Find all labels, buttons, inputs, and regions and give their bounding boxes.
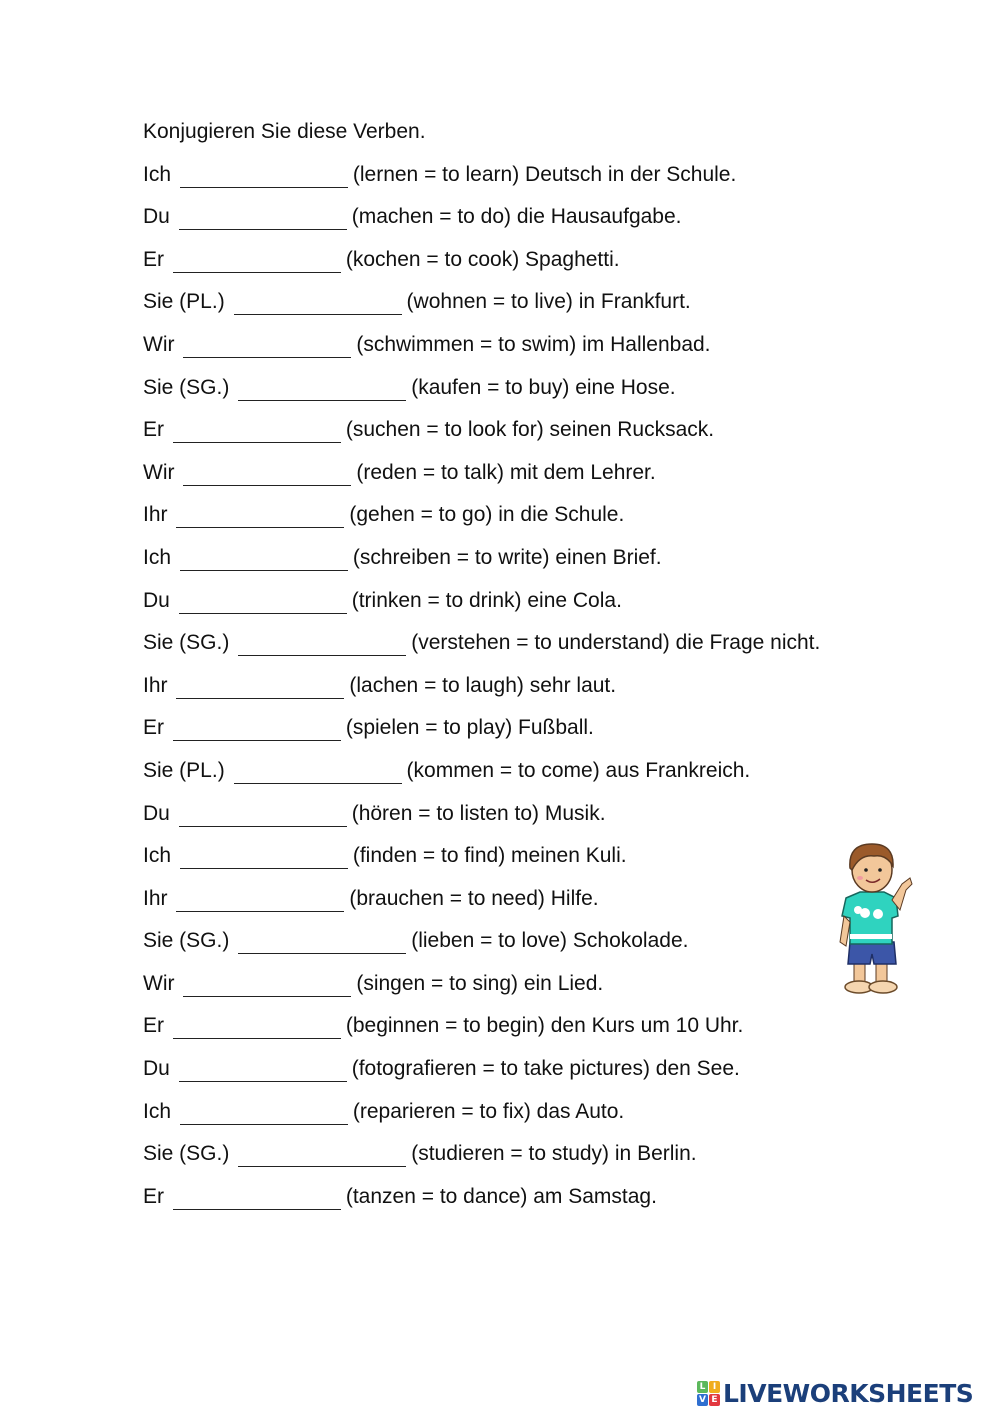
- verb-hint: (machen = to do) die Hausaufgabe.: [351, 205, 682, 229]
- verb-hint: (verstehen = to understand) die Frage nicht.: [411, 631, 821, 655]
- exercise-row: [143, 161, 833, 189]
- subject-pronoun: Du: [143, 801, 170, 825]
- subject-pronoun: Sie (SG.): [143, 375, 230, 399]
- answer-blank-input[interactable]: [173, 422, 341, 443]
- exercise-row: [143, 672, 833, 700]
- verb-hint: (suchen = to look for) seinen Rucksack.: [345, 418, 715, 442]
- logo-block: V: [697, 1394, 708, 1406]
- verb-hint: (schwimmen = to swim) im Hallenbad.: [356, 332, 711, 356]
- answer-blank-input[interactable]: [180, 550, 348, 571]
- subject-pronoun: Ich: [143, 162, 172, 186]
- logo-text: LIVEWORKSHEETS: [723, 1378, 974, 1408]
- exercise-row: [143, 927, 833, 955]
- answer-blank-input[interactable]: [176, 891, 344, 912]
- answer-blank-input[interactable]: [238, 380, 406, 401]
- verb-hint: (studieren = to study) in Berlin.: [411, 1142, 697, 1166]
- exercise-row: [143, 416, 833, 444]
- exercise-row: [143, 501, 833, 529]
- exercise-row: [143, 757, 833, 785]
- answer-blank-input[interactable]: [173, 1018, 341, 1039]
- verb-hint: (kochen = to cook) Spaghetti.: [345, 247, 620, 271]
- answer-blank-input[interactable]: [180, 1104, 348, 1125]
- liveworksheets-logo[interactable]: [697, 1378, 973, 1408]
- answer-blank-input[interactable]: [238, 635, 406, 656]
- answer-blank-input[interactable]: [173, 252, 341, 273]
- answer-blank-input[interactable]: [234, 763, 402, 784]
- exercise-row: [143, 203, 833, 231]
- subject-pronoun: Du: [143, 205, 170, 229]
- verb-hint: (lieben = to love) Schokolade.: [411, 929, 689, 953]
- verb-hint: (wohnen = to live) in Frankfurt.: [406, 290, 691, 314]
- subject-pronoun: Wir: [143, 332, 175, 356]
- subject-pronoun: Ich: [143, 1099, 172, 1123]
- subject-pronoun: Er: [143, 418, 164, 442]
- answer-blank-input[interactable]: [176, 678, 344, 699]
- verb-hint: (schreiben = to write) einen Brief.: [352, 545, 662, 569]
- subject-pronoun: Ich: [143, 844, 172, 868]
- subject-pronoun: Sie (PL.): [143, 758, 225, 782]
- subject-pronoun: Wir: [143, 971, 175, 995]
- verb-hint: (kommen = to come) aus Frankreich.: [406, 758, 751, 782]
- answer-blank-input[interactable]: [238, 1146, 406, 1167]
- verb-hint: (lachen = to laugh) sehr laut.: [349, 673, 617, 697]
- exercise-row: [143, 246, 833, 274]
- subject-pronoun: Sie (PL.): [143, 290, 225, 314]
- answer-blank-input[interactable]: [176, 507, 344, 528]
- boy-cartoon-icon: [830, 838, 914, 1000]
- answer-blank-input[interactable]: [238, 933, 406, 954]
- exercise-row: [143, 331, 833, 359]
- verb-hint: (kaufen = to buy) eine Hose.: [411, 375, 676, 399]
- verb-hint: (fotografieren = to take pictures) den See.: [351, 1057, 740, 1081]
- answer-blank-input[interactable]: [183, 976, 351, 997]
- exercise-row: [143, 459, 833, 487]
- verb-hint: (reden = to talk) mit dem Lehrer.: [356, 460, 656, 484]
- worksheet: [143, 118, 833, 1225]
- logo-block: L: [697, 1381, 708, 1393]
- exercise-row: [143, 970, 833, 998]
- verb-hint: (reparieren = to fix) das Auto.: [352, 1099, 625, 1123]
- answer-blank-input[interactable]: [173, 1189, 341, 1210]
- answer-blank-input[interactable]: [179, 1061, 347, 1082]
- answer-blank-input[interactable]: [179, 806, 347, 827]
- exercise-row: [143, 629, 833, 657]
- exercise-row: [143, 714, 833, 742]
- answer-blank-input[interactable]: [180, 167, 348, 188]
- exercise-row: [143, 1012, 833, 1040]
- exercise-row: [143, 1140, 833, 1168]
- exercise-row: [143, 842, 833, 870]
- exercise-row: [143, 1055, 833, 1083]
- verb-hint: (gehen = to go) in die Schule.: [349, 503, 625, 527]
- verb-hint: (brauchen = to need) Hilfe.: [349, 886, 599, 910]
- subject-pronoun: Er: [143, 247, 164, 271]
- subject-pronoun: Sie (SG.): [143, 631, 230, 655]
- exercise-row: [143, 1183, 833, 1211]
- answer-blank-input[interactable]: [183, 337, 351, 358]
- exercise-row: [143, 374, 833, 402]
- subject-pronoun: Sie (SG.): [143, 1142, 230, 1166]
- logo-block: I: [709, 1381, 720, 1393]
- logo-block: E: [709, 1394, 720, 1406]
- exercise-row: [143, 587, 833, 615]
- verb-hint: (lernen = to learn) Deutsch in der Schule.: [352, 162, 737, 186]
- subject-pronoun: Du: [143, 1057, 170, 1081]
- answer-blank-input[interactable]: [179, 593, 347, 614]
- logo-blocks: [697, 1381, 720, 1406]
- exercise-list: [143, 161, 833, 1211]
- exercise-row: [143, 288, 833, 316]
- subject-pronoun: Ihr: [143, 886, 168, 910]
- exercise-row: [143, 800, 833, 828]
- verb-hint: (spielen = to play) Fußball.: [345, 716, 594, 740]
- subject-pronoun: Er: [143, 716, 164, 740]
- subject-pronoun: Ihr: [143, 503, 168, 527]
- answer-blank-input[interactable]: [183, 465, 351, 486]
- subject-pronoun: Wir: [143, 460, 175, 484]
- verb-hint: (tanzen = to dance) am Samstag.: [345, 1184, 657, 1208]
- verb-hint: (hören = to listen to) Musik.: [351, 801, 606, 825]
- answer-blank-input[interactable]: [234, 294, 402, 315]
- verb-hint: (singen = to sing) ein Lied.: [356, 971, 604, 995]
- subject-pronoun: Er: [143, 1184, 164, 1208]
- exercise-row: [143, 885, 833, 913]
- verb-hint: (trinken = to drink) eine Cola.: [351, 588, 622, 612]
- verb-hint: (finden = to find) meinen Kuli.: [352, 844, 627, 868]
- subject-pronoun: Du: [143, 588, 170, 612]
- subject-pronoun: Ich: [143, 545, 172, 569]
- answer-blank-input[interactable]: [180, 848, 348, 869]
- answer-blank-input[interactable]: [179, 209, 347, 230]
- instruction-text: Konjugieren Sie diese Verben.: [143, 120, 426, 143]
- subject-pronoun: Ihr: [143, 673, 168, 697]
- exercise-row: [143, 544, 833, 572]
- subject-pronoun: Sie (SG.): [143, 929, 230, 953]
- verb-hint: (beginnen = to begin) den Kurs um 10 Uhr.: [345, 1014, 744, 1038]
- subject-pronoun: Er: [143, 1014, 164, 1038]
- answer-blank-input[interactable]: [173, 720, 341, 741]
- exercise-row: [143, 1098, 833, 1126]
